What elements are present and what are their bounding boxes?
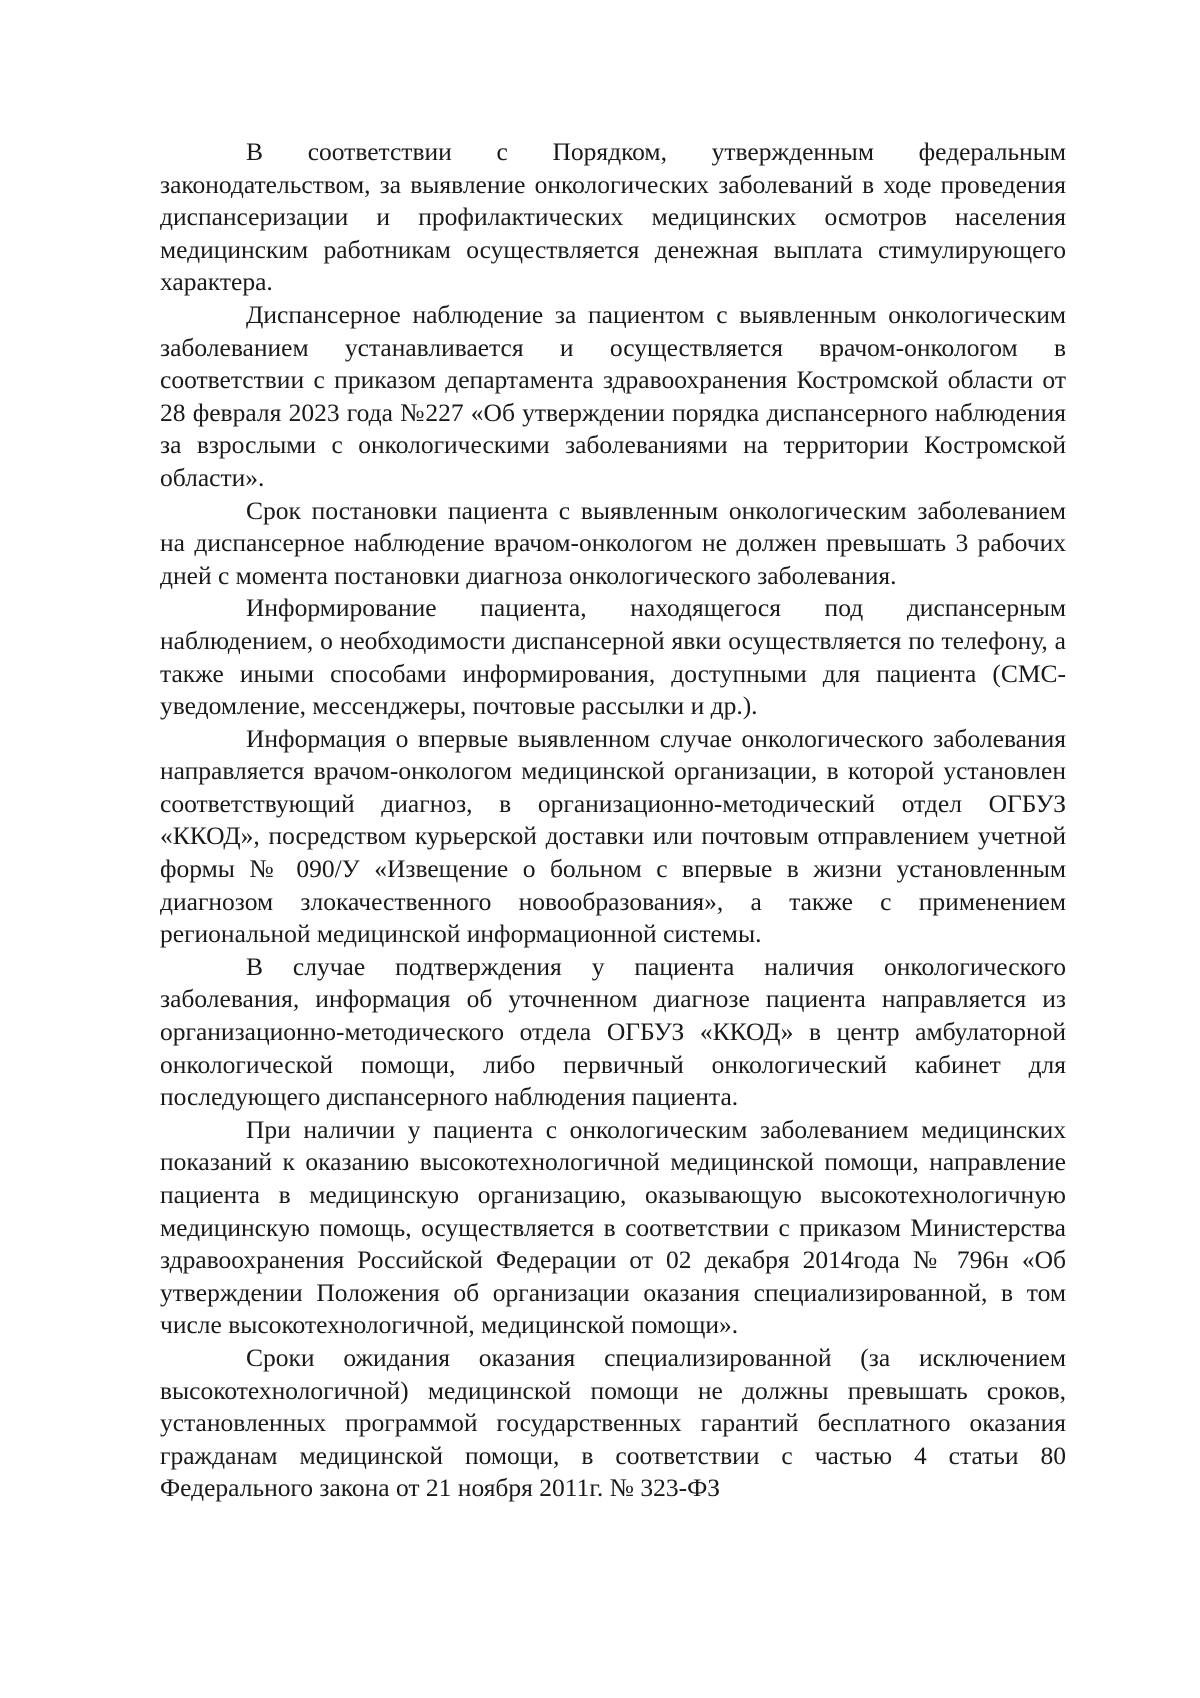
paragraph-patient-notification: Информирование пациента, находящегося под диспансерным наблюдением, о необходимости диспансерной явки осуществляется по телефону, а также иными способами информирования, доступными для пациента (СМС-уведомление, мессенджеры, почтовые рассылки и др.).: [160, 593, 1066, 721]
paragraph-dispensary-observation: Диспансерное наблюдение за пациентом с выявленным онкологическим заболеванием устанавливается и осуществляется врачом-онкологом в соответствии с приказом департамента здравоохранения Костромской области от 28 февраля 2023 года №227 «Об утверждении порядка диспансерного наблюдения за взрослыми с онкологическими заболеваниями на территории Костромской области».: [160, 299, 1066, 492]
document-body: [160, 136, 1066, 1505]
paragraph-waiting-times: Сроки ожидания оказания специализированной (за исключением высокотехнологичной) медицинской помощи не должны превышать сроков, установленных программой государственных гарантий бесплатного оказания гражданам медицинской помощи, в соответствии с частью 4 статьи 80 Федерального закона от 21 ноября 2011г. № 323-ФЗ: [160, 1342, 1066, 1503]
paragraph-bonus-payment: В соответствии с Порядком, утвержденным федеральным законодательством, за выявление онкологических заболеваний в ходе проведения диспансеризации и профилактических медицинских осмотров населения медицинским работникам осуществляется денежная выплата стимулирующего характера.: [160, 137, 1066, 297]
paragraph-high-tech-care: При наличии у пациента с онкологическим заболеванием медицинских показаний к оказанию высокотехнологичной медицинской помощи, направление пациента в медицинскую организацию, оказывающую высокотехнологичную медицинскую помощь, осуществляется в соответствии с приказом Министерства здравоохранения Российской Федерации от 02 декабря 2014года № 796н «Об утверждении Положения об организации оказания специализированной, в том числе высокотехнологичной, медицинской помощи».: [160, 1114, 1066, 1340]
paragraph-new-case-information: Информация о впервые выявленном случае онкологического заболевания направляется врачом-онкологом медицинской организации, в которой установлен соответствующий диагноз, в организационно-методический отдел ОГБУЗ «ККОД», посредством курьерской доставки или почтовым отправлением учетной формы № 090/У «Извещение о больном с впервые в жизни установленным диагнозом злокачественного новообразования», а также с применением региональной медицинской информационной системы.: [160, 723, 1066, 949]
paragraph-diagnosis-confirmation: В случае подтверждения у пациента наличия онкологического заболевания, информация об уточненном диагнозе пациента направляется из организационно-методического отдела ОГБУЗ «ККОД» в центр амбулаторной онкологической помощи, либо первичный онкологический кабинет для последующего диспансерного наблюдения пациента.: [160, 951, 1066, 1112]
paragraph-registration-deadline: Срок постановки пациента с выявленным онкологическим заболеванием на диспансерное наблюдение врачом-онкологом не должен превышать 3 рабочих дней с момента постановки диагноза онкологического заболевания.: [160, 495, 1066, 590]
